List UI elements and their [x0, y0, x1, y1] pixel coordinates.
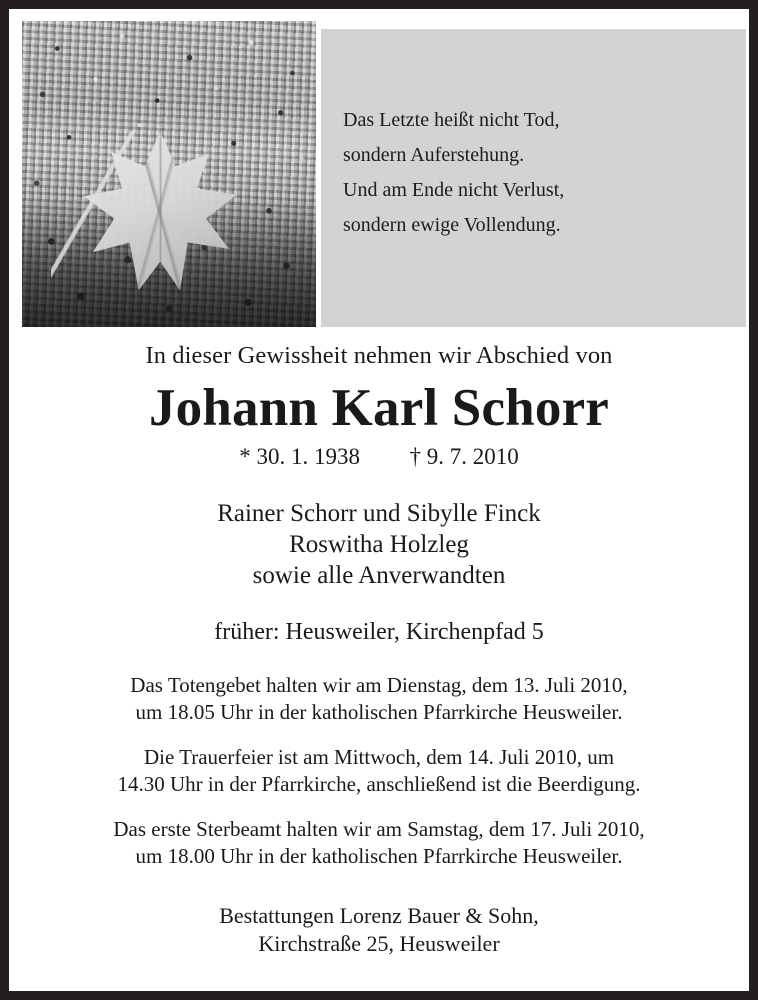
lead-line: In dieser Gewissheit nehmen wir Abschied von	[145, 342, 613, 369]
quote-line-3: Und am Ende nicht Verlust,	[343, 179, 565, 201]
survivor-line: sowie alle Anverwandten	[252, 562, 506, 589]
funeral-home-address: Kirchstraße 25, Heusweiler	[258, 931, 500, 956]
birth-date: 30. 1. 1938	[256, 444, 360, 469]
service-trauerfeier	[9, 744, 749, 798]
service-line: Das Totengebet halten wir am Dienstag, dem 13. Juli 2010,	[130, 673, 628, 697]
death-symbol: †	[409, 444, 421, 469]
funeral-home-name: Bestattungen Lorenz Bauer & Sohn,	[219, 903, 539, 928]
service-totengebet	[9, 672, 749, 726]
survivor-line: Roswitha Holzleg	[289, 531, 469, 558]
former-address: früher: Heusweiler, Kirchenpfad 5	[214, 619, 544, 645]
funeral-home-block	[9, 902, 749, 958]
notice-body	[9, 327, 749, 958]
service-line: um 18.00 Uhr in der katholischen Pfarrkirche Heusweiler.	[135, 844, 623, 868]
survivor-line: Rainer Schorr und Sibylle Finck	[217, 500, 541, 527]
death-date: 9. 7. 2010	[426, 444, 519, 469]
service-line: Das erste Sterbeamt halten wir am Samstag, dem 17. Juli 2010,	[113, 817, 645, 841]
birth-symbol: *	[239, 444, 251, 469]
deceased-name: Johann Karl Schorr	[148, 379, 610, 437]
service-line: Die Trauerfeier ist am Mittwoch, dem 14. Juli 2010, um	[143, 745, 615, 769]
memorial-photo	[22, 21, 316, 327]
quote-line-4: sondern ewige Vollendung.	[343, 214, 561, 236]
life-dates	[9, 443, 749, 471]
survivors-block	[9, 498, 749, 591]
service-line: um 18.05 Uhr in der katholischen Pfarrkirche Heusweiler.	[135, 700, 623, 724]
quote-line-2: sondern Auferstehung.	[343, 144, 525, 166]
service-sterbeamt	[9, 816, 749, 870]
notice-inner	[9, 9, 749, 991]
top-band	[9, 21, 749, 327]
quote-panel	[321, 29, 746, 327]
service-line: 14.30 Uhr in der Pfarrkirche, anschließend ist die Beerdigung.	[117, 772, 641, 796]
quote-line-1: Das Letzte heißt nicht Tod,	[343, 109, 560, 131]
